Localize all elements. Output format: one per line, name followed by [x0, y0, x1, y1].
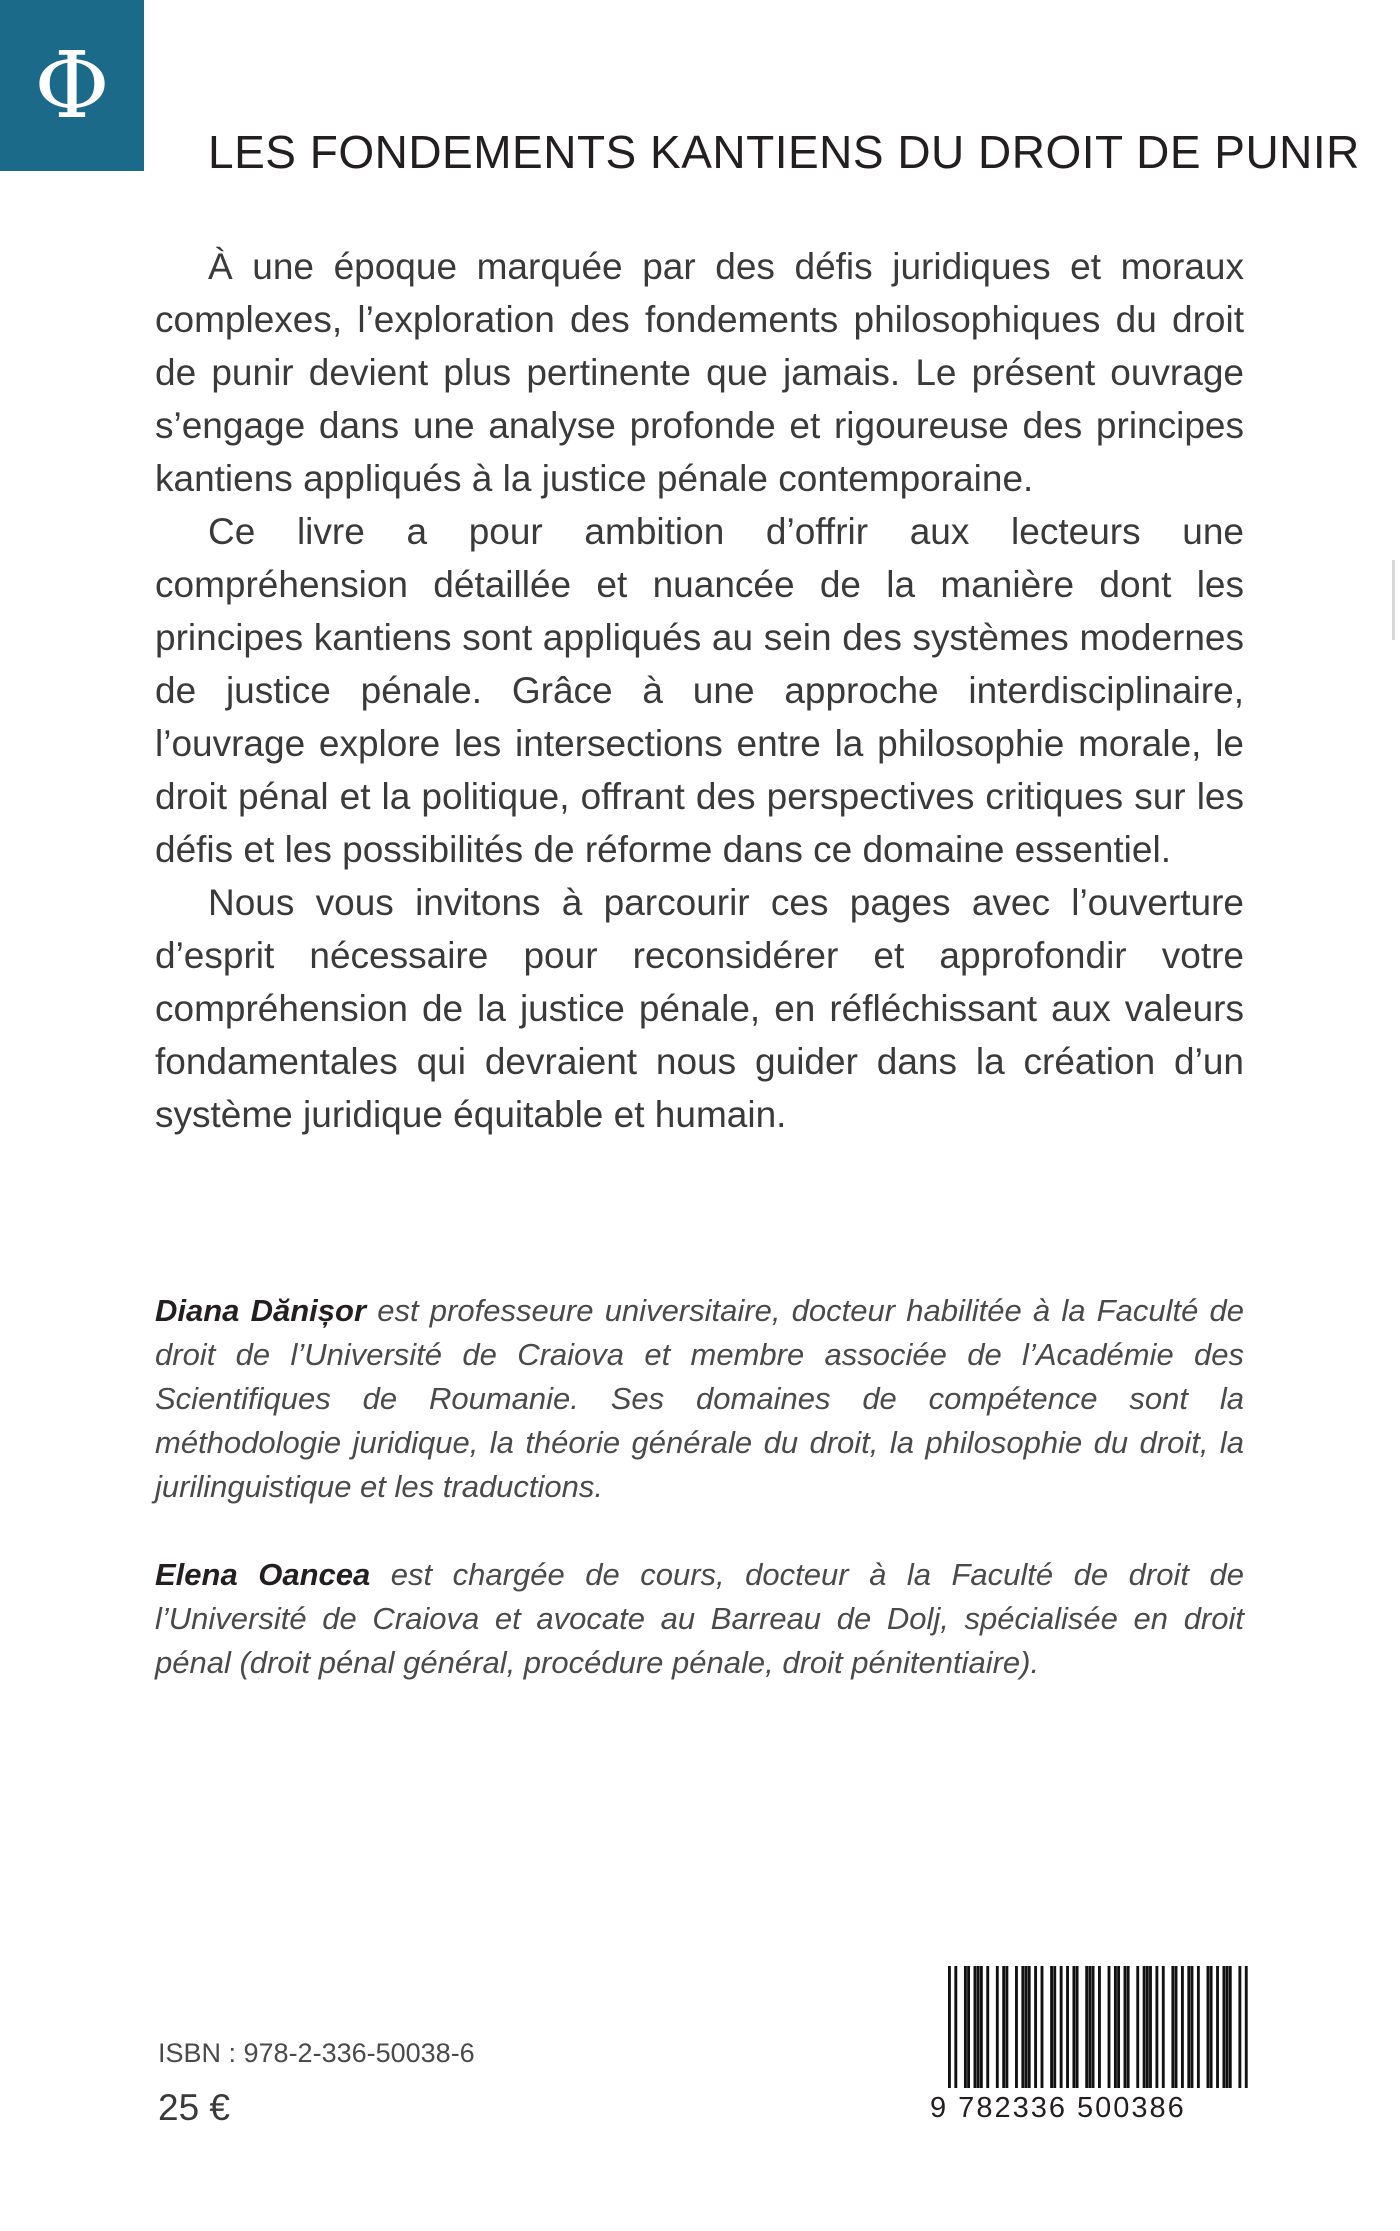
author-bio-text-2: est chargée de cours, docteur à la Faculté de droit de l’Université de Craiova et avocate au Barreau de Dolj, spécialisée en droit pénal (droit pénal général, procédure pénale, droit pénitentiaire).: [155, 1557, 1244, 1680]
publisher-logo: [0, 0, 144, 171]
barcode-digits: 9 782336 500386: [930, 2088, 1255, 2128]
author-bio-1: [155, 1289, 1244, 1509]
phi-logo-icon: Φ: [34, 31, 110, 139]
isbn-label: ISBN : 978-2-336-50038-6: [158, 2038, 475, 2068]
author-name-2: Elena Oancea: [155, 1557, 371, 1592]
price-label: 25 €: [158, 2087, 231, 2128]
edge-mark: [1392, 560, 1395, 640]
blurb-paragraph-2: Ce livre a pour ambition d’offrir aux lecteurs une compréhension détaillée et nuancée de la manière dont les principes kantiens sont appliqués au sein des systèmes modernes de justice pénale. Grâce à une approche interdisciplinaire, l’ouvrage explore les intersections entre la philosophie morale, le droit pénal et la politique, offrant des perspectives critiques sur les défis et les possibilités de réforme dans ce domaine essentiel.: [155, 511, 1244, 870]
author-bio-text-1: est professeure universitaire, docteur habilitée à la Faculté de droit de l’Université de Craiova et membre associée de l’Académie des Scientifiques de Roumanie. Ses domaines de compétence sont la méthodologie juridique, la théorie générale du droit, la philosophie du droit, la jurilinguistique et les traductions.: [155, 1293, 1245, 1504]
author-bio-2: [155, 1553, 1244, 1685]
blurb: [155, 240, 1244, 1141]
book-title: LES FONDEMENTS KANTIENS DU DROIT DE PUNIR: [208, 126, 1360, 178]
author-name-1: Diana Dănișor: [155, 1293, 367, 1328]
author-bios: [155, 1289, 1244, 1729]
blurb-paragraph-1: À une époque marquée par des défis juridiques et moraux complexes, l’exploration des fondements philosophiques du droit de punir devient plus pertinente que jamais. Le présent ouvrage s’engage dans une analyse profonde et rigoureuse des principes kantiens appliqués à la justice pénale contemporaine.: [155, 246, 1244, 499]
blurb-paragraph-3: Nous vous invitons à parcourir ces pages avec l’ouverture d’esprit nécessaire pour reconsidérer et approfondir votre compréhension de la justice pénale, en réfléchissant aux valeurs fondamentales qui devraient nous guider dans la création d’un système juridique équitable et humain.: [155, 882, 1244, 1135]
